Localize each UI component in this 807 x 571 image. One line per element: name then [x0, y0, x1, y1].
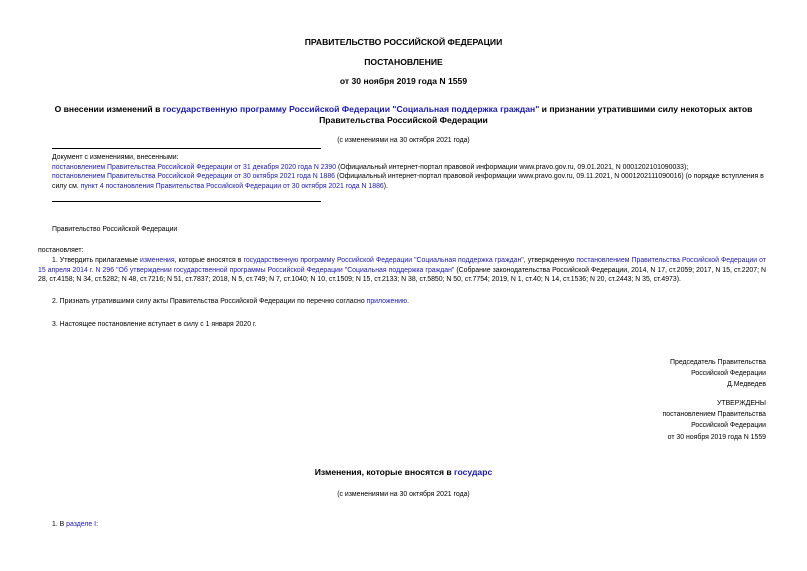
entry-into-force-link[interactable]: пункт 4 постановления Правительства Российской Федерации от 30 октября 2021 года N 1886	[80, 182, 384, 190]
item-prefix: 1. В	[52, 521, 67, 528]
changes-program-link[interactable]: государс	[454, 467, 493, 477]
appendix-link[interactable]: приложению	[366, 298, 408, 305]
amendment-link-2390[interactable]: постановлением Правительства Российской Федерации от 31 декабря 2020 года N 2390	[52, 163, 337, 171]
changes-item-1	[52, 520, 98, 530]
p2-text: 2. Признать утратившими силу акты Правительства Российской Федерации по перечню согласно	[52, 298, 367, 305]
amendment-link-1886[interactable]: постановлением Правительства Российской Федерации от 30 октября 2021 года N 1886	[52, 173, 336, 181]
signature-country: Российской Федерации	[691, 370, 766, 378]
amendment-item	[52, 172, 768, 191]
title-prefix: О внесении изменений в	[54, 104, 163, 114]
title-line2: Правительства Российской Федерации	[319, 115, 488, 125]
divider-bottom	[52, 201, 321, 202]
amendment-end: ).	[383, 182, 388, 190]
amendments-list	[52, 153, 768, 191]
government-line: Правительство Российской Федерации	[52, 226, 178, 233]
approval-block	[663, 398, 767, 443]
amendment-item	[52, 163, 768, 173]
signature-name: Д.Медведев	[727, 381, 766, 389]
signature-block	[670, 357, 766, 391]
decree-296-link[interactable]: постановлением Правительства Российской Федерации от 15 апреля 2014 г. N 296 "Об утверждении государственной программы Российской Федерации "Социальная поддержка граждан"	[38, 257, 767, 274]
amendment-text: (Официальный интернет-портал правовой информации www.pravo.gov.ru, 09.11.2021, N 0001202111090016) (о порядке вступления в силу см.	[52, 173, 764, 190]
government-header: ПРАВИТЕЛЬСТВО РОССИЙСКОЙ ФЕДЕРАЦИИ	[304, 37, 503, 47]
decree-word: постановляет:	[38, 247, 84, 254]
approval-line: Российской Федерации	[691, 422, 766, 430]
approval-line: постановлением Правительства	[662, 411, 766, 419]
title-suffix: и признании утратившими силу некоторых актов	[539, 104, 753, 114]
p1-text: , утвержденную	[523, 257, 577, 264]
revision-note: (с изменениями на 30 октября 2021 года)	[337, 137, 470, 144]
program-link-2[interactable]: государственную программу Российской Федерации "Социальная поддержка граждан"	[243, 257, 524, 264]
paragraph-3: 3. Настоящее постановление вступает в силу с 1 января 2020 г.	[52, 321, 257, 328]
program-link[interactable]: государственную программу Российской Федерации "Социальная поддержка граждан"	[162, 104, 540, 114]
amendments-intro: Документ с изменениями, внесенными:	[52, 154, 179, 161]
changes-revision-note: (с изменениями на 30 октября 2021 года)	[337, 491, 470, 498]
amendment-text: (Официальный интернет-портал правовой информации www.pravo.gov.ru, 09.01.2021, N 0001202101090033);	[336, 163, 689, 171]
signature-position: Председатель Правительства	[670, 359, 766, 366]
p1-text: , которые вносятся в	[174, 257, 244, 264]
item-colon: :	[96, 521, 98, 528]
document-date-number: от 30 ноября 2019 года N 1559	[339, 76, 468, 86]
section-i-link[interactable]: разделе I	[66, 521, 97, 528]
changes-title-text: Изменения, которые вносятся в	[314, 467, 455, 477]
document-title	[0, 104, 807, 126]
p2-end: .	[407, 298, 410, 305]
approval-line: от 30 ноября 2019 года N 1559	[667, 433, 766, 441]
changes-title	[0, 467, 807, 477]
p1-text: 1. Утвердить прилагаемые	[52, 257, 140, 264]
divider-top	[52, 148, 321, 149]
changes-link[interactable]: изменения	[140, 257, 175, 264]
approval-title: УТВЕРЖДЕНЫ	[717, 400, 766, 407]
paragraph-1	[38, 256, 766, 285]
p1-text: (Собрание законодательства Российской Федерации, 2014, N 17, ст.2059; 2017, N 15, ст.2207; N 28, ст.4158; N 34, ст.5282; N 48, ст.7216; N 51, ст.7837; 2018, N 5, ст.749; N 7, ст.1040; N 10, ст.1509; N 15, ст.2133; N 38, ст.5850; N 50, ст.7754; 2019, N 1, ст.40; N 14, ст.1536; N 20, ст.2443; N 35, ст.4973).	[38, 266, 766, 284]
paragraph-2	[52, 297, 409, 307]
document-type: ПОСТАНОВЛЕНИЕ	[364, 57, 443, 67]
